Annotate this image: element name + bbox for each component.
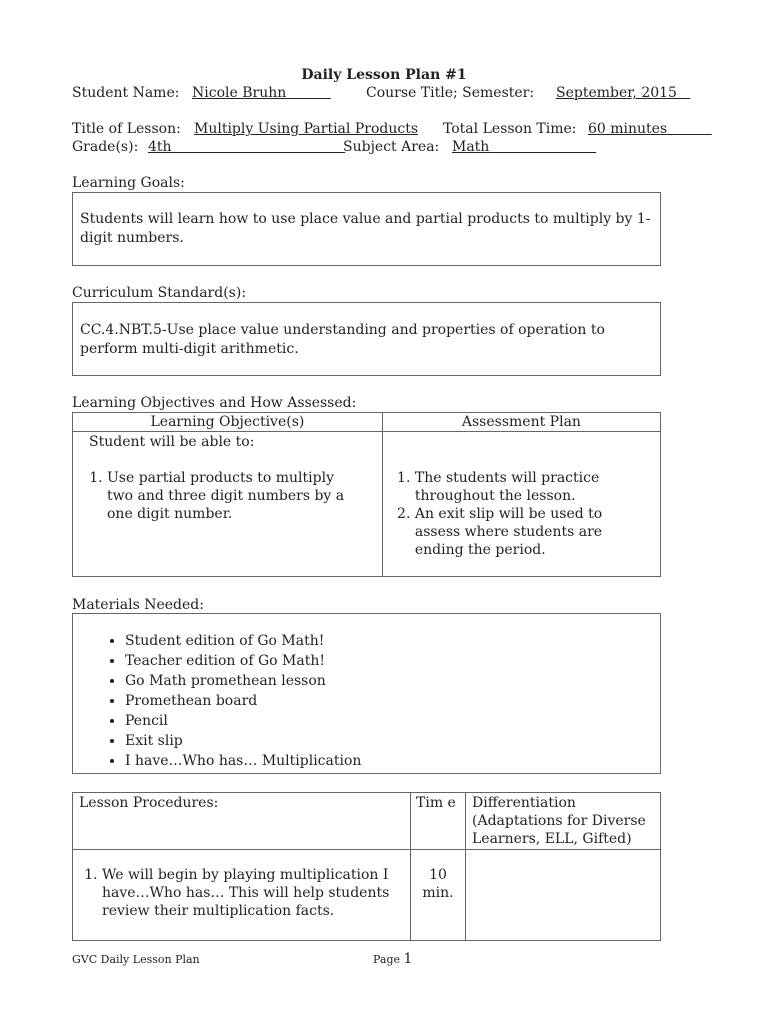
procedures-header-time: Tim e: [411, 793, 466, 850]
curriculum-standards-text: CC.4.NBT.5-Use place value understanding and properties of operation to perform multi-digit arithmetic.: [80, 322, 605, 357]
list-item: • Go Math promethean lesson: [125, 671, 361, 691]
list-item: • Pencil: [125, 711, 361, 731]
objectives-cell-assessment: [382, 432, 660, 577]
list-item: • Student edition of Go Math!: [125, 631, 361, 651]
list-item: 1. The students will practice throughout the lesson.: [415, 469, 642, 505]
objectives-header-assessment: Assessment Plan: [382, 413, 660, 432]
student-name-value: Nicole Bruhn: [192, 85, 287, 101]
total-lesson-time-value: 60 minutes: [588, 121, 668, 137]
procedures-step-1: [73, 850, 411, 941]
assessment-list: [383, 469, 660, 559]
materials-list: [73, 631, 361, 771]
objectives-list: [73, 469, 382, 523]
lesson-title-label: Title of Lesson:: [72, 121, 181, 137]
materials-label: Materials Needed:: [72, 597, 204, 613]
curriculum-standards-box: [72, 302, 661, 376]
list-item: • Exit slip: [125, 731, 361, 751]
curriculum-standards-label: Curriculum Standard(s):: [72, 285, 247, 301]
subject-area-value: Math: [452, 139, 490, 155]
subject-area-label: Subject Area:: [343, 139, 440, 155]
procedures-list: [79, 866, 404, 920]
objectives-intro: Student will be able to:: [89, 434, 255, 450]
objectives-label: Learning Objectives and How Assessed:: [72, 395, 357, 411]
list-item: 1. We will begin by playing multiplication I have…Who has… This will help students review their multiplication facts.: [102, 866, 404, 920]
materials-box: [72, 613, 661, 774]
objectives-header-objective: Learning Objective(s): [73, 413, 383, 432]
total-lesson-time-label: Total Lesson Time:: [443, 121, 577, 137]
procedures-header-procedures: Lesson Procedures:: [73, 793, 411, 850]
list-item: • I have…Who has… Multiplication: [125, 751, 361, 771]
footer-left: GVC Daily Lesson Plan: [72, 953, 200, 966]
list-item: 1. Use partial products to multiply two and three digit numbers by a one digit number.: [107, 469, 364, 523]
document-title: Daily Lesson Plan #1: [301, 67, 467, 83]
grade-label: Grade(s):: [72, 139, 139, 155]
procedures-table: [72, 792, 661, 941]
list-item: • Promethean board: [125, 691, 361, 711]
objectives-cell-objectives: [73, 432, 383, 577]
course-title-value: September, 2015: [556, 85, 677, 101]
learning-goals-box: [72, 192, 661, 266]
objectives-table: [72, 412, 661, 577]
course-title-label: Course Title; Semester:: [366, 85, 535, 101]
grade-value: 4th: [148, 139, 172, 155]
learning-goals-label: Learning Goals:: [72, 175, 185, 191]
list-item: • Teacher edition of Go Math!: [125, 651, 361, 671]
procedures-header-differentiation: Differentiation (Adaptations for Diverse Learners, ELL, Gifted): [466, 793, 661, 850]
procedures-step-1-time: 10 min.: [411, 850, 466, 941]
procedures-step-1-differentiation: [466, 850, 661, 941]
student-name-label: Student Name:: [72, 85, 180, 101]
learning-goals-text: Students will learn how to use place value and partial products to multiply by 1-digit numbers.: [80, 211, 651, 246]
lesson-title-value: Multiply Using Partial Products: [194, 121, 418, 137]
list-item: 2. An exit slip will be used to assess where students are ending the period.: [415, 505, 642, 559]
footer-page: Page 1: [373, 951, 413, 967]
